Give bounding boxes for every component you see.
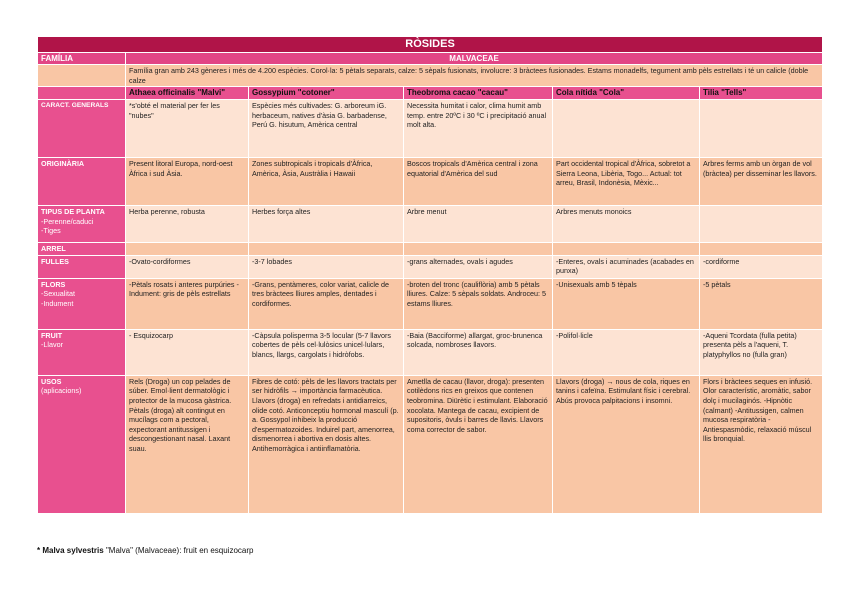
table-cell: - Esquizocarp [126,329,249,375]
table-cell: -Enteres, ovals i acuminades (acabades en punxa) [553,255,700,278]
table-cell: Rels (Droga) un cop pelades de súber. Emol·lient dermatològic i protector de la mucosa gàstrica. Pètals (droga) alt contingut en mucílags com a pectoral, expectorant antitussigen i descongestionant nasal. Laxant suau. [126,375,249,513]
table-cell: -broten del tronc (cauliflòria) amb 5 pètals lliures. Calze: 5 sèpals soldats. Androceu: 5 estams lliures. [404,278,553,329]
table-cell: Necessita humitat i calor, clima humit amb temp. entre 20ºC i 30 ºC i precipitació anual molt alta. [404,100,553,158]
row-label-text: FRUIT [41,330,63,340]
species-corner [38,87,126,100]
table-cell: Llavors (droga) → nous de cola, riques en tanins i cafeïna. Estimulant físic i cerebral. Abús provoca palpitacions i insomni. [553,375,700,513]
table-cell: -5 pètals [700,278,823,329]
row-label-text: ORIGINÀRIA [41,159,85,169]
table-row [38,375,823,513]
table-cell: Espècies més cultivades: G. arboreum iG. herbaceum, natives d'àsia G. barbadense, Perú G. hisutum, Amèrica central [249,100,404,158]
table-cell [404,243,553,256]
family-description: Família gran amb 243 gèneres i més de 4.200 espècies. Corol·la: 5 pètals separats, calze: 5 sèpals fusionats, involucre: 3 bràctees fusionades. Estams monadelfs, tegument amb pèls estrellats i té un calicle (doble calze [126,65,823,87]
family-label: FAMÍLIA [38,53,126,65]
row-sublabel: (aplicacions) [41,386,82,396]
row-label-text: CARACT. GENERALS [41,102,109,110]
species-header: Cola nítida "Cola" [553,87,700,100]
table-cell [249,243,404,256]
row-sublabel: -Perenne/caduci [41,216,94,226]
table-cell: -Càpsula polisperma 3-5 locular (5-7 llavors cobertes de pèls cel·lulòsics unicel·lulars, blancs, llargs, cargolats i hidròfobs. [249,329,404,375]
row-label [38,100,126,158]
table-row [38,329,823,375]
row-label-text: USOS [41,376,62,386]
table-cell: Arbres ferms amb un òrgan de vol (bràctea) per disseminar les llavors. [700,158,823,206]
table-cell: Arbres menuts monoics [553,206,700,243]
table-cell: -Ovato-cordiformes [126,255,249,278]
table-cell [700,243,823,256]
footnote-species: * Malva sylvestris [37,546,104,555]
table-cell [126,243,249,256]
table-cell: Boscos tropicals d'Amèrica central i zona equatorial d'Amèrica del sud [404,158,553,206]
row-label-text: TIPUS DE PLANTA [41,207,105,217]
table-title: RÒSIDES [38,37,823,53]
table-cell: Herba perenne, robusta [126,206,249,243]
table-cell: -Unisexuals amb 5 tèpals [553,278,700,329]
table-cell: Zones subtropicals i tropicals d'Àfrica, Amèrica, Àsia, Austràlia i Hawaii [249,158,404,206]
table-row [38,255,823,278]
table-body [38,100,823,514]
species-header: Athaea officinalis "Malvi" [126,87,249,100]
table-cell: -cordiforme [700,255,823,278]
row-label-text: FLORS [41,279,66,289]
row-label-text: FULLES [41,256,69,266]
table-cell [700,100,823,158]
table-cell [700,206,823,243]
table-row [38,206,823,243]
table-cell: Present litoral Europa, nord-oest Àfrica i sud Àsia. [126,158,249,206]
row-label [38,243,126,256]
table-cell: Ametlla de cacau (llavor, droga): presenten cotilèdons rics en greixos que contenen teobromina. Diürètic i estimulant. Elaboració xocolata. Mantega de cacau, excipient de supositoris, òvuls i barres de llavis. Llavors coma corrector de sabor. [404,375,553,513]
table-cell: Flors i bràctees seques en infusió. Olor característic, aromàtic, sabor dolç i mucilaginós. -Hipnòtic (calmant) -Antitussigen, calmen mucosa respiratòria -Antiespasmòdic, relaxació múscul llis bronquial. [700,375,823,513]
table-cell: Fibres de cotó: pèls de les llavors tractats per ser hidròfils → importància farmacèutica. Llavors (droga) en refredats i antidiarreics, olide cotó. Anticonceptiu hormonal masculí (p. a. Gossypol inhibeix la producció d'espermatozoides. Induirel part, amenorrea, dismenorrea i abortiva en dosis altes. Antihemorràgica i antiinflamatòria. [249,375,404,513]
table-row [38,278,823,329]
table-cell: Part occidental tropical d'Àfrica, sobretot a Sierra Leona, Libèria, Togo... Actual: tot arreu, Brasil, Indonèsia, Mèxic... [553,158,700,206]
table-cell: *s'obté el material per fer les "nubes" [126,100,249,158]
row-label [38,255,126,278]
table-cell [553,243,700,256]
row-label [38,158,126,206]
species-header: Tilia "Tells" [700,87,823,100]
rosides-table [37,36,823,514]
row-label [38,206,126,243]
row-sublabel: -Tiges [41,226,61,236]
footnote-text: "Malva" (Malvaceae): fruit en esquizocarp [103,546,254,555]
table-cell: -Grans, pentàmeres, color variat, calicle de tres bràctees lliures amples, dentades i cordiformes. [249,278,404,329]
table-row [38,100,823,158]
table-row [38,158,823,206]
footnote [37,546,253,555]
family-value: MALVACEAE [126,53,823,65]
row-label [38,278,126,329]
row-label [38,329,126,375]
table-cell: -Pètals rosats i anteres purpúries -Indument: gris de pèls estrellats [126,278,249,329]
table-cell: Herbes força altes [249,206,404,243]
table-cell: -Polifol·licle [553,329,700,375]
table-cell [553,100,700,158]
table-cell: -3-7 lobades [249,255,404,278]
table-cell: -Aqueni Tcordata (fulla petita) presenta pèls a l'aqueni, T. platyphyllos no (fulla gran) [700,329,823,375]
table-sheet [37,36,822,514]
row-label [38,375,126,513]
table-cell: -Baia (Bacciforme) allargat, groc-brunenca solcada, nombroses llavors. [404,329,553,375]
table-cell: -grans alternades, ovals i agudes [404,255,553,278]
row-sublabel: -Indument [41,298,74,308]
species-header: Theobroma cacao "cacau" [404,87,553,100]
description-spacer [38,65,126,87]
row-sublabel: -Llavor [41,340,63,350]
species-header: Gossypium "cotoner" [249,87,404,100]
row-label-text: ARREL [41,244,66,254]
table-cell: Arbre menut [404,206,553,243]
row-sublabel: -Sexualitat [41,289,75,299]
table-row [38,243,823,256]
